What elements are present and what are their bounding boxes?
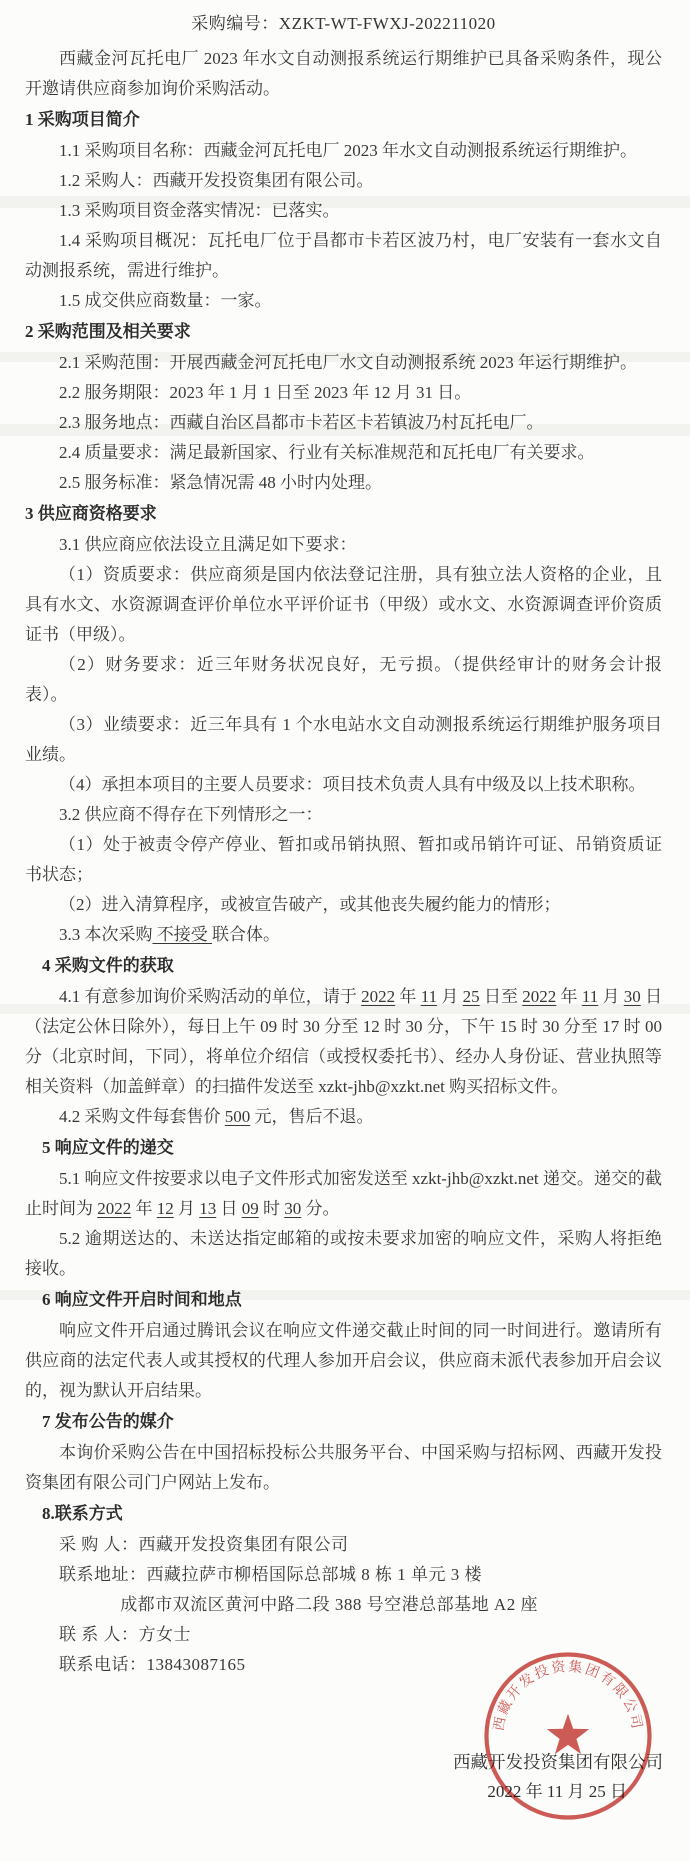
seal-company-text: 西藏开发投资集团有限公司	[492, 1659, 644, 1733]
text-segment: 1.4 采购项目概况：瓦托电厂位于昌都市卡若区波乃村，电厂安装有一套水文自动测报系统，需进行维护。	[25, 231, 662, 280]
text-segment: 日	[216, 1199, 242, 1218]
underlined-text: 2022	[522, 987, 557, 1006]
paragraph	[25, 226, 662, 286]
section-heading	[25, 1499, 662, 1529]
underlined-text: 09	[241, 1199, 259, 1218]
text-segment: 4.2 采购文件每套售价	[59, 1107, 225, 1126]
paragraph	[25, 890, 662, 920]
text-segment: 联系地址：西藏拉萨市柳梧国际总部城 8 栋 1 单元 3 楼	[59, 1565, 482, 1584]
underlined-text: 13	[199, 1199, 217, 1218]
paragraph	[25, 378, 662, 408]
paragraph	[25, 348, 662, 378]
underlined-text: 11	[581, 987, 599, 1006]
text-segment: 年	[131, 1199, 157, 1218]
underlined-text: 2022	[361, 987, 396, 1006]
paragraph	[25, 710, 662, 770]
paragraph	[25, 800, 662, 830]
paragraph	[25, 286, 662, 316]
text-segment: 响应文件开启通过腾讯会议在响应文件递交截止时间的同一时间进行。邀请所有供应商的法定代表人或其授权的代理人参加开启会议，供应商未派代表参加开启会议的，视为默认开启结果。	[25, 1321, 662, 1400]
section-heading	[25, 105, 662, 135]
text-segment: 4 采购文件的获取	[42, 956, 174, 975]
text-segment: 2.2 服务期限：2023 年 1 月 1 日至 2023 年 12 月 31 日。	[59, 383, 472, 402]
text-segment: 时	[258, 1199, 285, 1218]
paragraph	[25, 136, 662, 166]
document-body	[25, 44, 662, 1680]
underlined-text: 30	[284, 1199, 302, 1218]
section-heading	[25, 951, 662, 981]
paragraph	[25, 770, 662, 800]
text-segment: 5 响应文件的递交	[42, 1138, 174, 1157]
paragraph	[25, 468, 662, 498]
paragraph	[25, 920, 662, 950]
paragraph	[25, 530, 662, 560]
text-segment: 月	[437, 987, 463, 1006]
text-segment: （2）财务要求：近三年财务状况良好，无亏损。（提供经审计的财务会计报表）。	[25, 655, 662, 704]
text-segment: 2 采购范围及相关要求	[25, 322, 191, 341]
paragraph	[25, 650, 662, 710]
underlined-text: 11	[420, 987, 438, 1006]
text-segment: 西藏金河瓦托电厂 2023 年水文自动测报系统运行期维护已具备采购条件，现公开邀请供应商参加询价采购活动。	[25, 49, 662, 98]
text-segment: 5.2 逾期送达的、未送达指定邮箱的或按未要求加密的响应文件，采购人将拒绝接收。	[25, 1229, 662, 1278]
text-segment: 月	[173, 1199, 200, 1218]
text-segment: 年	[395, 987, 421, 1006]
paragraph	[25, 196, 662, 226]
text-segment: （4）承担本项目的主要人员要求：项目技术负责人具有中级及以上技术职称。	[59, 775, 646, 794]
underlined-text: 不接受	[152, 925, 212, 944]
signature-date: 2022 年 11 月 25 日	[487, 1782, 627, 1801]
seal-star-icon	[547, 1714, 589, 1754]
paragraph	[25, 1224, 662, 1284]
underlined-text: 500	[224, 1107, 251, 1126]
text-segment: 1 采购项目简介	[25, 110, 140, 129]
text-segment: 联系电话：13843087165	[59, 1655, 246, 1674]
company-seal-stamp	[480, 1648, 656, 1824]
text-segment: 成都市双流区黄河中路二段 388 号空港总部基地 A2 座	[120, 1595, 538, 1614]
text-segment: 6 响应文件开启时间和地点	[42, 1290, 242, 1309]
underlined-text: 25	[462, 987, 480, 1006]
text-segment: （1）资质要求：供应商须是国内依法登记注册，具有独立法人资格的企业，且具有水文、水资源调查评价单位水平评价证书（甲级）或水文、水资源调查评价资质证书（甲级）。	[25, 565, 662, 644]
text-segment: （3）业绩要求：近三年具有 1 个水电站水文自动测报系统运行期维护服务项目业绩。	[25, 715, 662, 764]
text-segment: 3.1 供应商应依法设立且满足如下要求：	[59, 535, 357, 554]
contact-row	[25, 1560, 662, 1590]
contact-row	[25, 1620, 662, 1650]
text-segment: （1）处于被责令停产停业、暂扣或吊销执照、暂扣或吊销许可证、吊销资质证书状态；	[25, 835, 662, 884]
text-segment: 本询价采购公告在中国招标投标公共服务平台、中国采购与招标网、西藏开发投资集团有限公司门户网站上发布。	[25, 1443, 662, 1492]
signature-company: 西藏开发投资集团有限公司	[453, 1752, 663, 1772]
paragraph	[25, 1102, 662, 1132]
text-segment: 年	[556, 987, 582, 1006]
paragraph	[25, 830, 662, 890]
text-segment: 日至	[479, 987, 523, 1006]
text-segment: 2.1 采购范围：开展西藏金河瓦托电厂水文自动测报系统 2023 年运行期维护。	[59, 353, 637, 372]
section-heading	[25, 317, 662, 347]
underlined-text: 30	[623, 987, 641, 1006]
text-segment: 3.2 供应商不得存在下列情形之一：	[59, 805, 323, 824]
section-heading	[25, 1133, 662, 1163]
text-segment: 2.4 质量要求：满足最新国家、行业有关标准规范和瓦托电厂有关要求。	[59, 443, 595, 462]
text-segment: 联合体。	[212, 925, 280, 944]
paragraph	[25, 408, 662, 438]
text-segment: 分。	[301, 1199, 340, 1218]
text-segment: 8.联系方式	[42, 1504, 123, 1523]
text-segment: 1.2 采购人：西藏开发投资集团有限公司。	[59, 171, 374, 190]
contact-row	[25, 1590, 662, 1620]
paragraph	[25, 44, 662, 104]
text-segment: 5.1 响应文件按要求以电子文件形式加密发送至 xzkt-jhb@xzkt.net 递交。递交的截止时间为	[25, 1169, 662, 1218]
text-segment: 1.1 采购项目名称：西藏金河瓦托电厂 2023 年水文自动测报系统运行期维护。	[59, 141, 637, 160]
text-segment: 采 购 人：西藏开发投资集团有限公司	[59, 1535, 349, 1554]
section-heading	[25, 1285, 662, 1315]
paragraph	[25, 1316, 662, 1406]
text-segment: 月	[598, 987, 624, 1006]
text-segment: 1.5 成交供应商数量：一家。	[59, 291, 272, 310]
underlined-text: 2022	[97, 1199, 132, 1218]
paragraph	[25, 1164, 662, 1224]
text-segment: 1.3 采购项目资金落实情况：已落实。	[59, 201, 340, 220]
section-heading	[25, 1407, 662, 1437]
underlined-text: 12	[156, 1199, 174, 1218]
text-segment: 元，售后不退。	[250, 1107, 374, 1126]
section-heading	[25, 499, 662, 529]
text-segment: 2.3 服务地点：西藏自治区昌都市卡若区卡若镇波乃村瓦托电厂。	[59, 413, 544, 432]
text-segment: 联 系 人：方女士	[59, 1625, 191, 1644]
text-segment: 3.3 本次采购	[59, 925, 153, 944]
text-segment: 3 供应商资格要求	[25, 504, 157, 523]
paragraph	[25, 438, 662, 468]
text-segment: 日（法定公休日除外），每日上午 09 时 30 分至 12 时 30 分，下午 15 时 30 分至 17 时 00 分（北京时间，下同），将单位介绍信（或授权委托书）、经办人身份证、营业执照等相关资料（加盖鲜章）的扫描件发送至 xzkt-jhb@xzkt.net 购买招标文件。	[25, 987, 663, 1096]
text-segment: 7 发布公告的媒介	[42, 1412, 174, 1431]
text-segment: 2.5 服务标准：紧急情况需 48 小时内处理。	[59, 473, 382, 492]
paragraph	[25, 560, 662, 650]
procurement-number: 采购编号：XZKT-WT-FWXJ-202211020	[191, 14, 496, 33]
contact-row	[25, 1530, 662, 1560]
paragraph	[25, 166, 662, 196]
paragraph	[25, 982, 662, 1102]
text-segment: （2）进入清算程序，或被宣告破产，或其他丧失履约能力的情形；	[59, 895, 561, 914]
text-segment: 4.1 有意参加询价采购活动的单位，请于	[59, 987, 362, 1006]
paragraph	[25, 1438, 662, 1498]
